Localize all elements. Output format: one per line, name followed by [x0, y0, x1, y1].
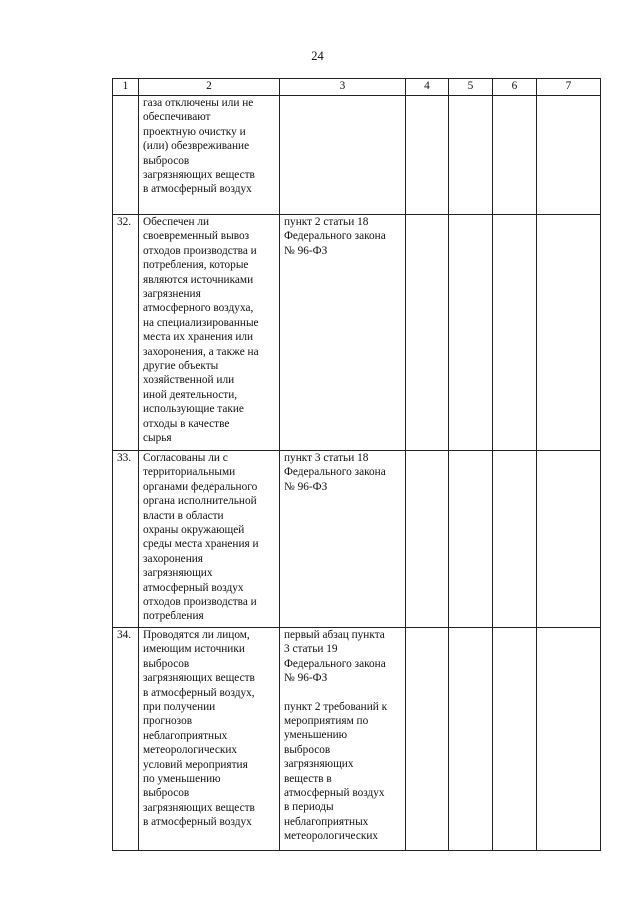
question-line: отходов производства и [143, 244, 257, 257]
question-line: органами федерального [143, 480, 258, 493]
row-number-cell: 32. [113, 215, 139, 451]
question-line: проектную очистку и [143, 125, 246, 138]
question-line: власти в области [143, 509, 224, 522]
answer-no-cell [449, 215, 493, 451]
question-line: захоронения [143, 552, 203, 565]
legal-reference-cell [280, 215, 406, 451]
question-line: прогнозов [143, 715, 193, 728]
legal-reference-cell [280, 451, 406, 628]
comment-cell [537, 451, 601, 628]
column-header-4: 4 [406, 79, 449, 96]
question-line: потребления [143, 610, 204, 623]
question-line: территориальными [143, 466, 236, 479]
reference-line: пункт 2 статьи 18 [284, 216, 369, 228]
column-header-3: 3 [280, 79, 406, 96]
question-line: Проводятся ли лицом, [143, 629, 250, 641]
answer-no-cell [449, 96, 493, 215]
reference-line: пункт 3 статьи 18 [284, 452, 369, 464]
question-line: условий мероприятия [143, 758, 248, 771]
not-applicable-cell [493, 628, 537, 851]
question-line: в атмосферный воздух [143, 183, 252, 196]
question-line: среды места хранения и [143, 538, 259, 551]
reference-line: пункт 2 требований к [284, 700, 388, 713]
answer-yes-cell [406, 215, 449, 451]
table-row [113, 96, 601, 215]
question-line: загрязнения [143, 288, 201, 301]
column-header-7: 7 [537, 79, 601, 96]
question-line: обеспечивают [143, 111, 211, 124]
not-applicable-cell [493, 451, 537, 628]
answer-yes-cell [406, 451, 449, 628]
reference-spacer [284, 686, 401, 700]
reference-line: в периоды [284, 801, 334, 814]
column-header-2: 2 [139, 79, 280, 96]
question-line: другие объекты [143, 360, 219, 373]
not-applicable-cell [493, 96, 537, 215]
column-header-6: 6 [493, 79, 537, 96]
question-line: имеющим источники [143, 643, 245, 656]
comment-cell [537, 96, 601, 215]
legal-reference-cell [280, 628, 406, 851]
reference-line: атмосферный воздух [284, 787, 385, 800]
question-line: хозяйственной или [143, 374, 235, 387]
question-line: при получении [143, 701, 216, 714]
answer-no-cell [449, 451, 493, 628]
question-line: в атмосферный воздух, [143, 686, 255, 699]
question-line: на специализированные [143, 316, 259, 329]
question-line: иной деятельности, [143, 388, 238, 401]
question-line: выбросов [143, 154, 190, 167]
table-row [113, 215, 601, 451]
reference-line: загрязняющих [284, 758, 354, 771]
table-row [113, 628, 601, 851]
reference-line: № 96-ФЗ [284, 480, 328, 493]
answer-no-cell [449, 628, 493, 851]
question-line: загрязняющих веществ [143, 672, 255, 685]
question-line: неблагоприятных [143, 729, 228, 742]
question-line: метеорологических [143, 744, 238, 757]
page-number: 24 [311, 49, 324, 63]
question-line: выбросов [143, 787, 190, 800]
column-header-5: 5 [449, 79, 493, 96]
question-line: Согласованы ли с [143, 452, 228, 464]
question-line: являются источниками [143, 273, 254, 286]
question-line: места их хранения или [143, 331, 254, 344]
row-number-cell [113, 96, 139, 215]
reference-line: веществ в [284, 772, 332, 785]
question-cell [139, 451, 280, 628]
inspection-checklist-table [112, 78, 601, 851]
reference-line: первый абзац пункта [284, 629, 385, 641]
column-header-1: 1 [113, 79, 139, 96]
not-applicable-cell [493, 215, 537, 451]
question-line: по уменьшению [143, 773, 221, 786]
question-line: атмосферного воздуха, [143, 302, 254, 315]
question-line: в атмосферный воздух [143, 816, 252, 829]
comment-cell [537, 628, 601, 851]
question-line: загрязняющих веществ [143, 801, 255, 814]
reference-line: неблагоприятных [284, 815, 369, 828]
table-header-row [113, 79, 601, 96]
question-line: захоронения, а также на [143, 345, 259, 358]
table-row [113, 451, 601, 628]
question-line: загрязняющих веществ [143, 169, 255, 182]
question-line: органа исполнительной [143, 495, 257, 508]
reference-line: № 96-ФЗ [284, 672, 328, 685]
question-cell [139, 215, 280, 451]
reference-line: Федерального закона [284, 657, 386, 670]
question-line: (или) обезвреживание [143, 140, 250, 153]
question-line: потребления, которые [143, 259, 249, 272]
reference-line: мероприятиям по [284, 715, 369, 728]
comment-cell [537, 215, 601, 451]
question-cell [139, 628, 280, 851]
question-line: своевременный вывоз [143, 230, 250, 243]
reference-line: выбросов [284, 743, 331, 756]
question-line: атмосферный воздух [143, 581, 244, 594]
question-line: использующие такие [143, 403, 244, 416]
row-number-cell: 34. [113, 628, 139, 851]
answer-yes-cell [406, 96, 449, 215]
question-line: сырья [143, 432, 172, 445]
question-line: отходов производства и [143, 596, 257, 609]
question-line: отходы в качестве [143, 417, 230, 430]
answer-yes-cell [406, 628, 449, 851]
question-cell [139, 96, 280, 215]
question-line: загрязняющих [143, 567, 213, 580]
reference-line: № 96-ФЗ [284, 244, 328, 257]
question-line: Обеспечен ли [143, 216, 210, 228]
legal-reference-cell [280, 96, 406, 215]
reference-line: 3 статьи 19 [284, 643, 338, 656]
reference-line: Федерального закона [284, 466, 386, 479]
reference-line: Федерального закона [284, 230, 386, 243]
question-line: выбросов [143, 657, 190, 670]
question-line: газа отключены или не [143, 97, 254, 109]
reference-line: уменьшению [284, 729, 348, 742]
row-number-cell: 33. [113, 451, 139, 628]
reference-line: метеорологических [284, 830, 379, 843]
question-line: охраны окружающей [143, 524, 245, 537]
